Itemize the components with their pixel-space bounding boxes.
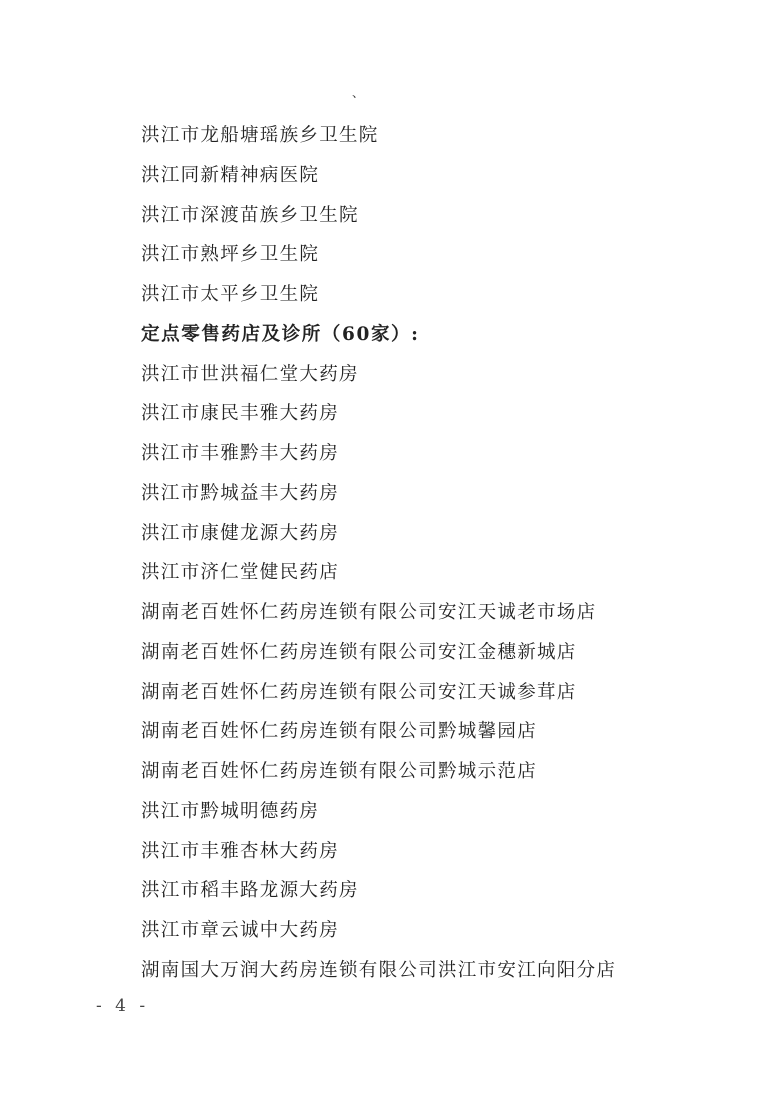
list-item: 洪江市康健龙源大药房 [141,522,340,544]
institution-list [141,116,741,991]
list-item: 湖南老百姓怀仁药房连锁有限公司安江天诚参茸店 [141,681,577,703]
list-item: 湖南老百姓怀仁药房连锁有限公司黔城馨园店 [141,721,538,743]
list-item: 洪江市黔城益丰大药房 [141,482,340,504]
list-item: 洪江市黔城明德药房 [141,800,320,822]
section-heading: 定点零售药店及诊所（60家）: [141,323,420,345]
page-number: - 4 - [96,996,150,1016]
list-item: 洪江市龙船塘瑶族乡卫生院 [141,125,379,146]
list-item: 湖南老百姓怀仁药房连锁有限公司黔城示范店 [141,761,538,782]
list-item: 洪江市深渡苗族乡卫生院 [141,204,359,226]
stray-mark: 、 [352,86,365,100]
list-item: 洪江市稻丰路龙源大药房 [141,880,359,902]
list-item: 洪江市济仁堂健民药店 [141,562,340,584]
list-item: 湖南老百姓怀仁药房连锁有限公司安江天诚老市场店 [141,602,597,623]
list-item: 洪江市章云诚中大药房 [141,920,340,941]
list-item: 洪江市丰雅黔丰大药房 [141,443,340,464]
list-item: 洪江市太平乡卫生院 [141,284,320,305]
list-item: 洪江市康民丰雅大药房 [141,403,340,425]
list-item: 洪江市世洪福仁堂大药房 [141,363,359,385]
list-item: 洪江市熟坪乡卫生院 [141,244,320,266]
list-item: 洪江同新精神病医院 [141,164,320,186]
list-item: 洪江市丰雅杏林大药房 [141,840,340,862]
list-item: 湖南老百姓怀仁药房连锁有限公司安江金穗新城店 [141,641,577,663]
list-item: 湖南国大万润大药房连锁有限公司洪江市安江向阳分店 [141,959,617,981]
